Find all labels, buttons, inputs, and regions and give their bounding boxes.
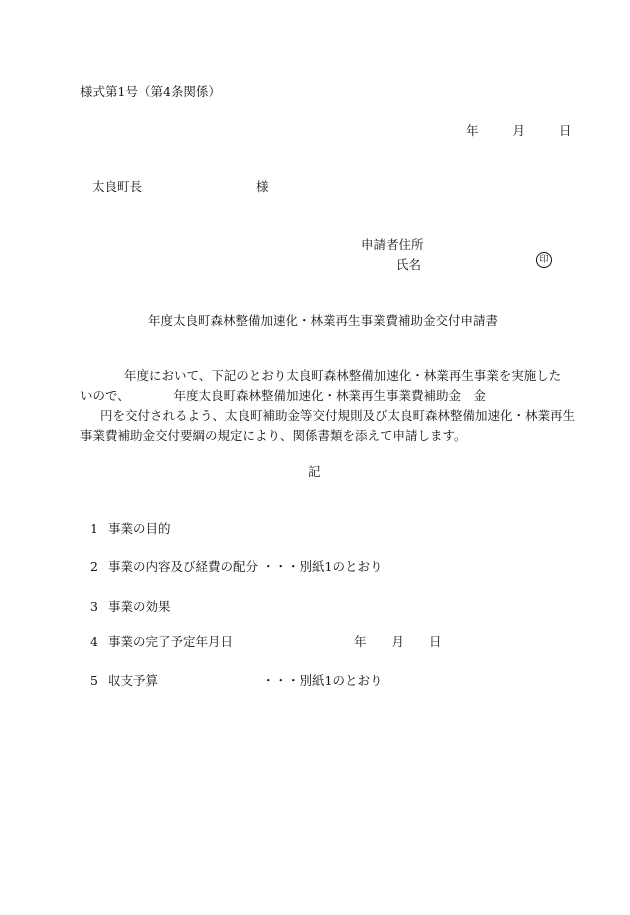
- item-label: 事業の完了予定年月日: [108, 634, 234, 649]
- seal-icon: 印: [536, 252, 552, 268]
- item-number: 5: [90, 673, 98, 688]
- item-detail: ・・・別紙1のとおり: [262, 673, 383, 688]
- list-item: [90, 597, 171, 615]
- list-item: [90, 671, 383, 689]
- addressee: [92, 177, 269, 195]
- body-paragraph: [80, 366, 576, 446]
- item-detail: ・・・別紙1のとおり: [262, 559, 383, 574]
- body-line-3: 円を交付されるよう、太良町補助金等交付規則及び太良町森林整備加速化・林業再生: [100, 408, 576, 423]
- document-title: 年度太良町森林整備加速化・林業再生事業費補助金交付申請書: [148, 313, 499, 328]
- item-label: 収支予算: [108, 673, 159, 688]
- date-day: 日: [558, 123, 572, 138]
- addressee-honorific: 様: [256, 179, 269, 194]
- item-number: 4: [90, 634, 98, 649]
- item-number: 2: [90, 559, 98, 574]
- applicant-name-label: 氏名: [396, 257, 422, 272]
- addressee-name: 太良町長: [92, 179, 143, 194]
- form-number: 様式第1号（第4条関係）: [80, 84, 221, 99]
- list-item: [90, 557, 383, 575]
- ki-heading: 記: [308, 464, 321, 479]
- item-label: 事業の内容及び経費の配分: [108, 559, 259, 574]
- list-item: [90, 519, 171, 537]
- body-line-2: いので、 年度太良町森林整備加速化・林業再生事業費補助金 金: [80, 388, 487, 403]
- applicant-address-label: 申請者住所: [361, 237, 424, 252]
- list-item: [90, 632, 442, 650]
- item-label: 事業の効果: [108, 599, 171, 614]
- body-line-4: 事業費補助金交付要綱の規定により、関係書類を添えて申請します。: [80, 428, 467, 443]
- item-number: 3: [90, 599, 98, 614]
- body-line-1: 年度において、下記のとおり太良町森林整備加速化・林業再生事業を実施した: [124, 368, 562, 383]
- date-line: [466, 121, 571, 139]
- date-year: 年: [466, 123, 479, 138]
- item-detail: 年 月 日: [354, 634, 442, 649]
- item-number: 1: [90, 521, 98, 536]
- item-label: 事業の目的: [108, 521, 171, 536]
- date-month: 月: [512, 123, 525, 138]
